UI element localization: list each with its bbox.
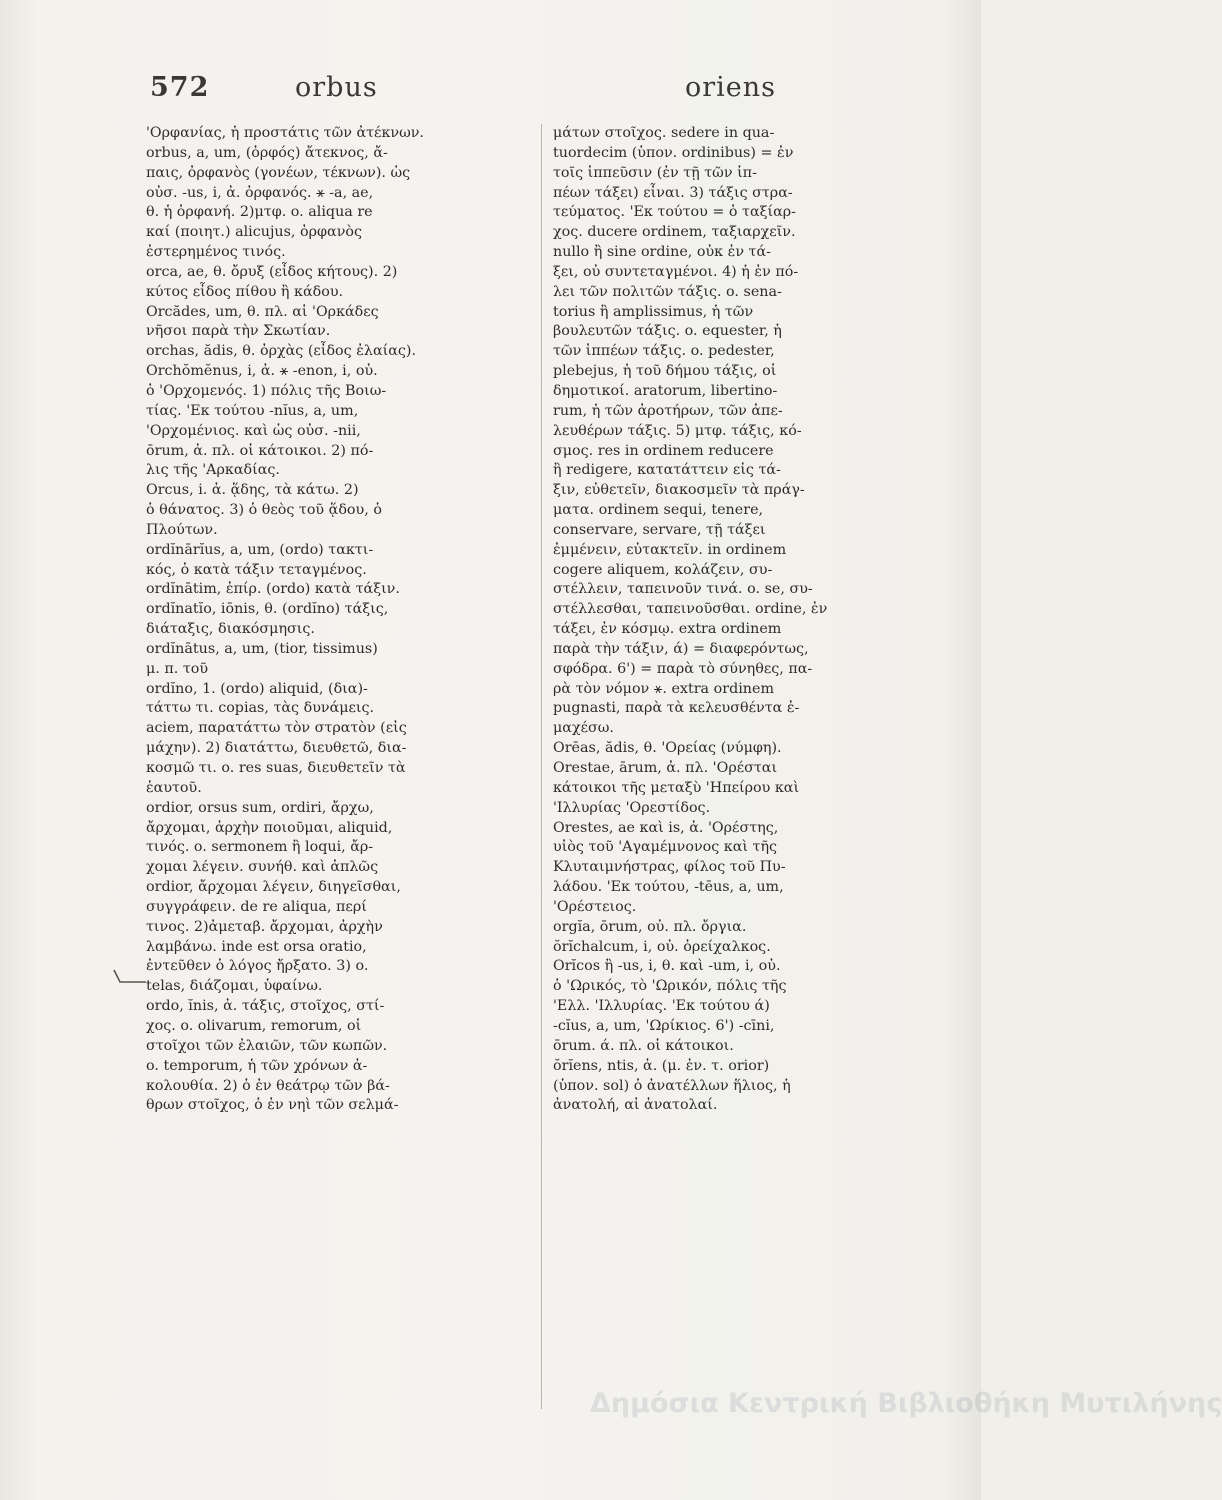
- left-column-line: λαμβάνω. inde est orsa oratio,: [146, 938, 367, 955]
- page-header: [150, 72, 776, 116]
- left-column-line: Orcus, i. ἀ. ᾅδης, τὰ κάτω. 2): [146, 482, 359, 499]
- right-column-line: -cĭus, a, um, 'Ωρίκιος. 6') -cīni,: [553, 1017, 775, 1034]
- right-column-line: σμος. res in ordinem reducere: [553, 442, 774, 459]
- right-column-line: λευθέρων τάξις. 5) μτφ. τάξις, κό-: [553, 422, 802, 439]
- left-column-line: συγγράφειν. de re aliqua, περί: [146, 898, 367, 915]
- right-column-line: στέλλεσθαι, ταπεινοῦσθαι. ordine, ἐν: [553, 601, 828, 618]
- left-column-line: θ. ἡ ὀρφανή. 2)μτφ. o. aliqua re: [146, 204, 373, 221]
- left-column-line: aciem, παρατάττω τὸν στρατὸν (εἰς: [146, 720, 407, 737]
- left-column-line: ἐστερημένος τινός.: [146, 244, 286, 261]
- right-column-line: ξιν, εὐθετεῖν, διακοσμεῖν τὰ πράγ-: [553, 482, 805, 499]
- left-column-line: ὁ θάνατος. 3) ὁ θεὸς τοῦ ᾅδου, ὁ: [146, 502, 382, 519]
- right-column-line: orgĭa, ōrum, οὐ. πλ. ὄργια.: [553, 918, 747, 935]
- right-column-line: plebejus, ἡ τοῦ δήμου τάξις, οἱ: [553, 363, 777, 380]
- right-column-line: (ὑπον. sol) ὁ ἀνατέλλων ἥλιος, ἡ: [553, 1077, 791, 1094]
- right-column-line: τῶν ἱππέων τάξις. o. pedester,: [553, 343, 775, 360]
- header-first-entry: orbus: [295, 72, 378, 103]
- right-column-line: ὁ 'Ωρικός, τὸ 'Ωρικόν, πόλις τῆς: [553, 978, 787, 995]
- left-column-line: θρων στοῖχος, ὁ ἐν νηὶ τῶν σελμά-: [146, 1097, 399, 1114]
- column-divider: [541, 124, 542, 1409]
- left-column-line: ὁ 'Ορχομενός. 1) πόλις τῆς Βοιω-: [146, 382, 387, 399]
- left-column-line: τάττω τι. copias, τὰς δυνάμεις.: [146, 700, 375, 717]
- left-column-line: κοσμῶ τι. o. res suas, διευθετεῖν τὰ: [146, 760, 406, 776]
- left-column-line: τινος. 2)ἀμεταβ. ἄρχομαι, ἀρχὴν: [146, 918, 383, 935]
- right-column-line: στέλλειν, ταπεινοῦν τινά. o. se, συ-: [553, 581, 813, 598]
- right-column-line: μαχέσω.: [553, 720, 614, 737]
- left-column-line: οὐσ. -us, i, ἀ. ὀρφανός. ⚹ -a, ae,: [146, 184, 374, 201]
- left-column-line: ἐντεῦθεν ὁ λόγος ἤρξατο. 3) o.: [146, 958, 369, 975]
- left-column-line: κολουθία. 2) ὁ ἐν θεάτρῳ τῶν βά-: [146, 1077, 390, 1094]
- right-column-line: ματα. ordinem sequi, tenere,: [553, 502, 764, 519]
- left-column-line: orca, ae, θ. ὄρυξ (εἶδος κήτους). 2): [146, 263, 398, 280]
- right-column-line: δημοτικοί. aratorum, libertino-: [553, 382, 778, 399]
- right-column-line: λάδου. 'Εκ τούτου, -tēus, a, um,: [553, 879, 784, 896]
- right-column-line: tuordecim (ὑπον. ordinibus) = ἐν: [553, 144, 794, 161]
- handwritten-margin-mark: [110, 968, 148, 994]
- right-column-line: τοῖς ἱππεῦσιν (ἐν τῇ τῶν ἱπ-: [553, 164, 757, 181]
- right-column-line: ἢ redigere, κατατάττειν εἰς τά-: [553, 462, 781, 479]
- page-number: 572: [150, 72, 210, 103]
- right-column-line: χος. ducere ordinem, ταξιαρχεῖν.: [553, 224, 796, 241]
- right-column-line: μάτων στοῖχος. sedere in qua-: [553, 125, 775, 141]
- left-column-line: ἑαυτοῦ.: [146, 779, 202, 796]
- left-column-line: κός, ὁ κατὰ τάξιν τεταγμένος.: [146, 561, 367, 578]
- left-column-line: μάχην). 2) διατάττω, διευθετῶ, δια-: [146, 740, 407, 757]
- right-column-line: υἱὸς τοῦ 'Αγαμέμνονος καὶ τῆς: [553, 839, 778, 856]
- left-column-line: ἄρχομαι, ἀρχὴν ποιοῦμαι, aliquid,: [146, 819, 393, 836]
- right-column-line: Orestae, ārum, ἀ. πλ. 'Ορέσται: [553, 760, 778, 776]
- right-column-line: Κλυταιμνήστρας, φίλος τοῦ Πυ-: [553, 859, 786, 876]
- right-column-line: 'Ελλ. 'Ιλλυρίας. 'Εκ τούτου ά): [553, 998, 770, 1015]
- left-column-line: τινός. o. sermonem ἢ loqui, ἄρ-: [146, 839, 374, 856]
- right-column-line: σφόδρα. 6') = παρὰ τὸ σύνηθες, πα-: [553, 660, 813, 677]
- right-column-line: ρὰ τὸν νόμον ⚹. extra ordinem: [553, 680, 775, 697]
- right-column-line: βουλευτῶν τάξις. o. equester, ἡ: [553, 323, 782, 340]
- right-column-line: ἀνατολή, αἱ ἀνατολαί.: [553, 1097, 718, 1114]
- right-column-line: pugnasti, παρὰ τὰ κελευσθέντα ἐ-: [553, 700, 800, 717]
- right-column-line: Orĭcos ἢ -us, i, θ. καὶ -um, i, οὐ.: [553, 958, 781, 975]
- left-column-line: orbus, a, um, (ὀρφός) ἄτεκνος, ἄ-: [146, 144, 388, 161]
- left-column-line: τίας. 'Εκ τούτου -nĭus, a, um,: [146, 402, 359, 419]
- left-column-line: ordo, ĭnis, ἀ. τάξις, στοῖχος, στί-: [146, 998, 385, 1015]
- left-column-line: ordior, ἄρχομαι λέγειν, διηγεῖσθαι,: [146, 879, 401, 896]
- left-column-line: o. temporum, ἡ τῶν χρόνων ἀ-: [146, 1057, 368, 1074]
- right-column-line: ξει, οὐ συντεταγμένοι. 4) ἡ ἐν πό-: [553, 263, 799, 280]
- left-column-line: ordĭnātus, a, um, (tior, tissimus): [146, 640, 378, 657]
- left-column-line: ōrum, ἀ. πλ. οἱ κάτοικοι. 2) πό-: [146, 442, 374, 459]
- right-column-line: Orēas, ădis, θ. 'Ορείας (νύμφη).: [553, 740, 782, 757]
- left-column-line: νῆσοι παρὰ τὴν Σκωτίαν.: [146, 323, 331, 340]
- left-column-line: Πλούτων.: [146, 521, 218, 538]
- right-column-line: conservare, servare, τῇ τάξει: [553, 521, 766, 538]
- left-column-line: Orcădes, um, θ. πλ. αἱ 'Ορκάδες: [146, 303, 379, 320]
- right-column-line: 'Ιλλυρίας 'Ορεστίδος.: [553, 799, 711, 816]
- right-column-line: cogere aliquem, κολάζειν, συ-: [553, 561, 773, 578]
- right-column-line: torius ἢ amplissimus, ἡ τῶν: [553, 303, 754, 320]
- left-column-line: καί (ποιητ.) alicujus, ὀρφανὸς: [146, 224, 363, 241]
- right-column-line: παρὰ τὴν τάξιν, ά) = διαφερόντως,: [553, 640, 809, 657]
- left-column-line: παις, ὀρφανὸς (γονέων, τέκνων). ὡς: [146, 164, 411, 181]
- left-column-line: ordĭnārĭus, a, um, (ordo) τακτι-: [146, 541, 374, 558]
- left-column-line: ordĭnatĭo, iōnis, θ. (ordĭno) τάξις,: [146, 601, 389, 618]
- left-column-line: στοῖχοι τῶν ἐλαιῶν, τῶν κωπῶν.: [146, 1037, 388, 1054]
- left-column-line: 'Ορχομένιος. καὶ ὡς οὐσ. -nii,: [146, 422, 361, 439]
- left-column-line: telas, διάζομαι, ὑφαίνω.: [146, 978, 323, 995]
- left-column-line: χομαι λέγειν. συνήθ. καὶ ἁπλῶς: [146, 859, 379, 876]
- left-column-line: χος. o. olivarum, remorum, οἱ: [146, 1017, 362, 1034]
- right-column-line: Orestes, ae καὶ is, ἀ. 'Ορέστης,: [553, 819, 779, 836]
- left-column-line: 'Ορφανίας, ἡ προστάτις τῶν ἀτέκνων.: [146, 125, 424, 141]
- library-watermark: Δημόσια Κεντρική Βιβλιοθήκη Μυτιλήνης: [590, 1388, 1222, 1419]
- right-column-line: ŏrĭchalcum, i, οὐ. ὀρείχαλκος.: [553, 938, 771, 955]
- right-column-line: ōrum. ά. πλ. οἱ κάτοικοι.: [553, 1037, 734, 1054]
- right-column-line: λει τῶν πολιτῶν τάξις. o. sena-: [553, 283, 782, 300]
- header-last-entry: oriens: [684, 72, 776, 103]
- left-column-line: Orchŏmĕnus, i, ἀ. ⚹ -enon, i, οὐ.: [146, 363, 378, 380]
- left-column-line: κύτος εἶδος πίθου ἢ κάδου.: [146, 283, 344, 300]
- right-column: [553, 124, 941, 1116]
- left-column-line: ordĭnātim, ἐπίρ. (ordo) κατὰ τάξιν.: [146, 581, 400, 598]
- right-column-line: ŏrĭens, ntis, ἀ. (μ. ἐν. τ. orior): [553, 1057, 770, 1074]
- left-column-line: λις τῆς 'Αρκαδίας.: [146, 462, 280, 479]
- right-column-line: τάξει, ἐν κόσμῳ. extra ordinem: [553, 621, 782, 638]
- right-column-line: τεύματος. 'Εκ τούτου = ὁ ταξίαρ-: [553, 204, 796, 221]
- left-column-line: ordior, orsus sum, ordiri, ἄρχω,: [146, 799, 374, 816]
- right-column-line: ἐμμένειν, εὐτακτεῖν. in ordinem: [553, 541, 787, 558]
- left-column-line: ordĭno, 1. (ordo) aliquid, (δια)-: [146, 680, 368, 697]
- right-column-line: πέων τάξει) εἶναι. 3) τάξις στρα-: [553, 184, 793, 201]
- left-column-line: διάταξις, διακόσμησις.: [146, 621, 315, 638]
- right-column-line: κάτοικοι τῆς μεταξὺ 'Ηπείρου καὶ: [553, 779, 800, 796]
- right-column-line: rum, ἡ τῶν ἀροτήρων, τῶν ἀπε-: [553, 402, 783, 419]
- left-column: [146, 124, 531, 1116]
- right-column-line: nullo ἢ sine ordine, οὐκ ἐν τά-: [553, 244, 771, 261]
- left-column-line: μ. π. τοῦ: [146, 660, 209, 677]
- left-column-line: orchas, ădis, θ. ὀρχὰς (εἶδος ἐλαίας).: [146, 343, 416, 360]
- right-column-line: 'Ορέστειος.: [553, 898, 637, 915]
